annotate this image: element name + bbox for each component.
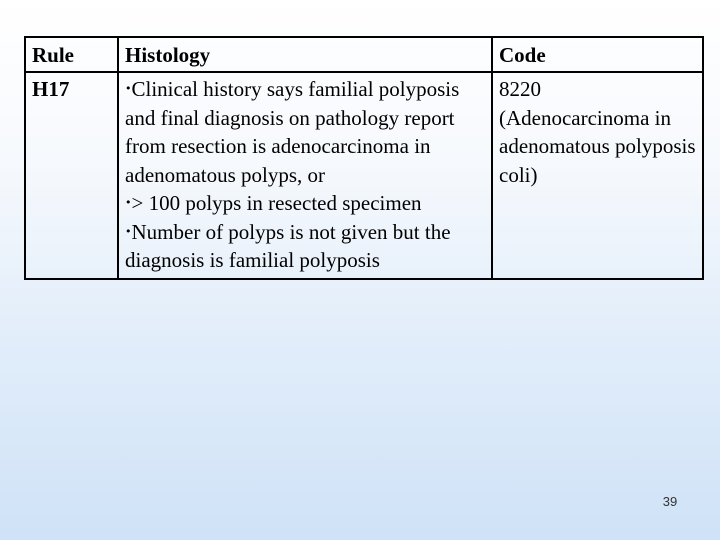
header-histology: Histology	[118, 37, 492, 72]
bullet-icon: •	[125, 196, 132, 209]
bullet-icon: •	[125, 82, 132, 95]
histology-item-text: Number of polyps is not given but the diagnosis is familial polyposis	[125, 219, 451, 272]
table-row	[25, 72, 703, 279]
table-header-row	[25, 37, 703, 72]
histology-item	[125, 218, 485, 275]
page-number: 39	[662, 494, 678, 509]
histology-cell	[118, 72, 492, 279]
histology-item	[125, 189, 485, 218]
bullet-icon: •	[125, 224, 132, 238]
histology-list	[125, 75, 485, 275]
rules-table	[24, 36, 704, 280]
histology-item-text: > 100 polyps in resected specimen	[131, 191, 422, 215]
header-rule: Rule	[25, 37, 118, 72]
code-cell: 8220 (Adenocarcinoma in adenomatous polyposis coli)	[492, 72, 703, 279]
histology-item-text: Clinical history says familial polyposis and final diagnosis on pathology report from resection is adenocarcinoma in adenomatous polyps, or	[125, 77, 460, 187]
rule-cell: H17	[25, 72, 118, 279]
histology-item	[125, 75, 485, 189]
header-code: Code	[492, 37, 703, 72]
